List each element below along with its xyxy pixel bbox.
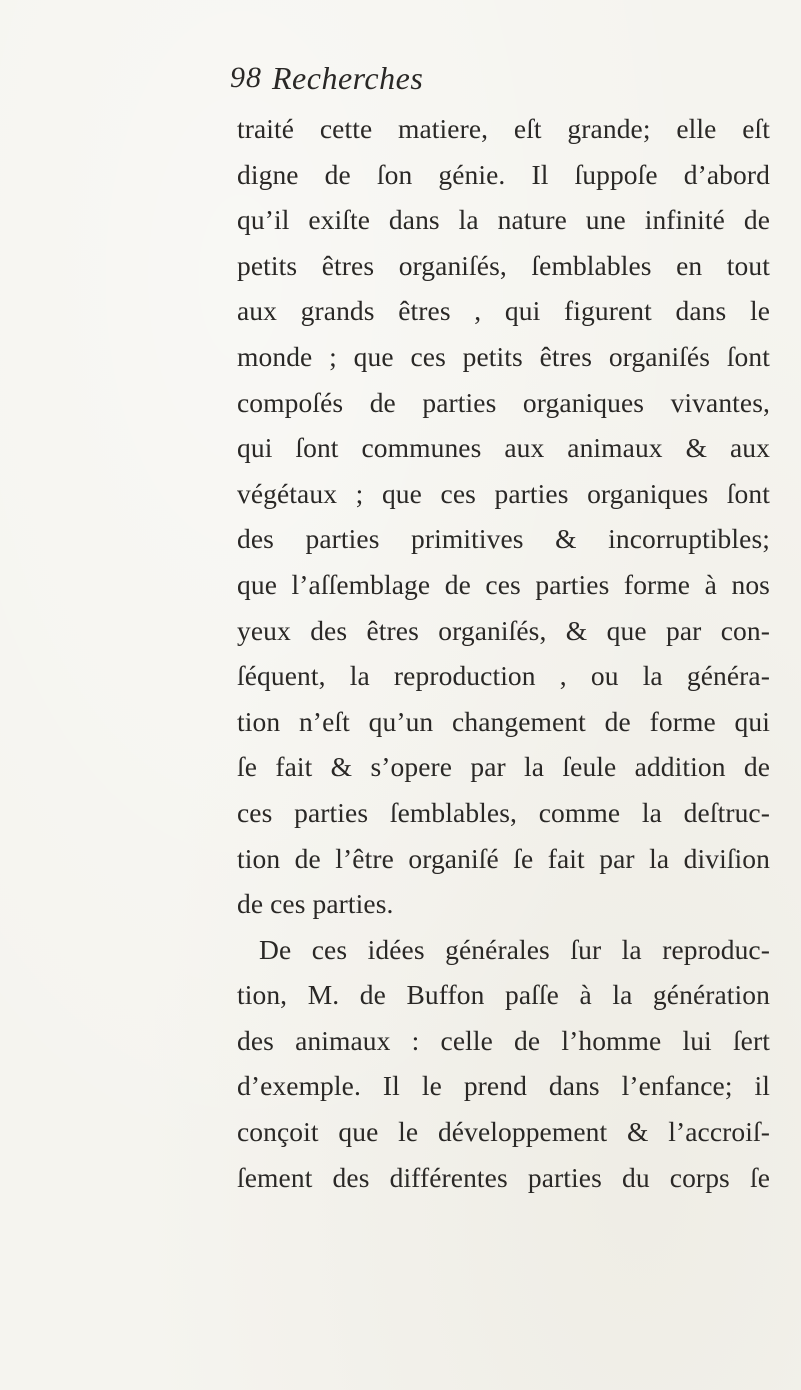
- text-line: traité cette matiere, eſt grande; elle eſt: [237, 113, 770, 144]
- running-title: Recherches: [272, 60, 424, 96]
- text-line: que l’aſſemblage de ces parties forme à nos: [237, 568, 770, 600]
- text-line: tion n’eſt qu’un changement de forme qui: [237, 705, 770, 737]
- text-line: qui ſont communes aux animaux & aux: [237, 432, 770, 464]
- text-line: d’exemple. Il le prend dans l’enfance; il: [237, 1070, 770, 1102]
- text-line: de ces parties.: [237, 888, 394, 920]
- text-line: tion de l’être organiſé ſe fait par la diviſion: [237, 842, 770, 874]
- text-line: ſe fait & s’opere par la ſeule addition de: [237, 751, 770, 783]
- text-line: des animaux : celle de l’homme lui ſert: [237, 1024, 770, 1056]
- text-line: des parties primitives & incorruptibles;: [237, 523, 770, 555]
- text-line: petits êtres organiſés, ſemblables en tout: [237, 249, 770, 281]
- text-line: De ces idées générales ſur la reproduc-: [259, 933, 770, 965]
- text-line: compoſés de parties organiques vivantes,: [237, 386, 770, 418]
- body-text: [237, 106, 770, 1200]
- paragraph-1: [237, 106, 770, 927]
- text-line: conçoit que le développement & l’accroiſ-: [237, 1116, 770, 1148]
- page-number: 98: [230, 61, 262, 94]
- text-line: yeux des êtres organiſés, & que par con-: [237, 614, 770, 646]
- text-line: ſement des différentes parties du corps ſe: [237, 1161, 770, 1193]
- text-line: qu’il exiſte dans la nature une infinité de: [237, 204, 770, 236]
- text-line: monde ; que ces petits êtres organiſés ſont: [237, 340, 770, 372]
- running-head: [230, 56, 610, 100]
- text-line: tion, M. de Buffon paſſe à la génération: [237, 979, 770, 1011]
- text-line: digne de ſon génie. Il ſuppoſe d’abord: [237, 158, 770, 190]
- text-line: aux grands êtres , qui figurent dans le: [237, 295, 770, 327]
- text-line: ſéquent, la reproduction , ou la généra-: [237, 660, 770, 692]
- paragraph-2: [237, 927, 770, 1201]
- text-line: ces parties ſemblables, comme la deſtruc-: [237, 796, 770, 828]
- text-line: végétaux ; que ces parties organiques ſont: [237, 477, 770, 509]
